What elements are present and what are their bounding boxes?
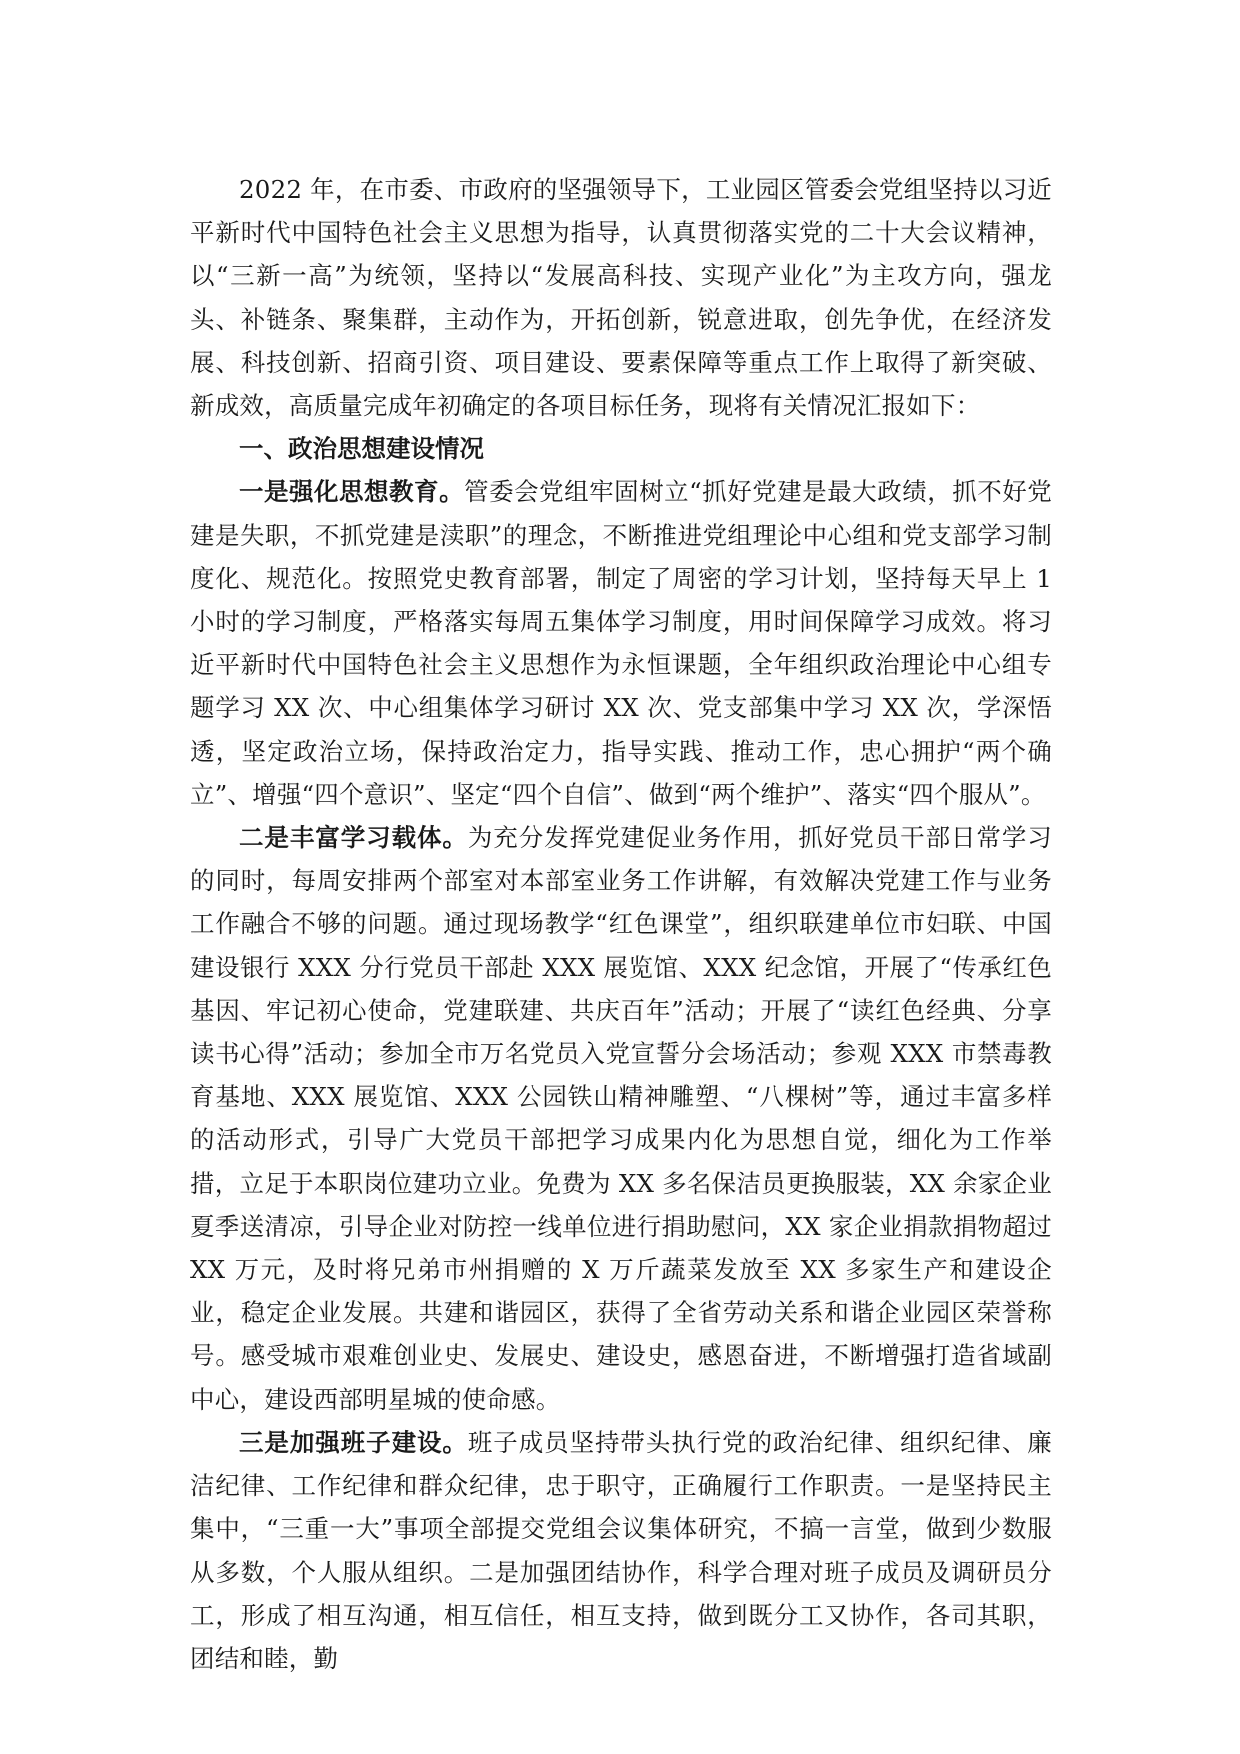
paragraph-team-building bbox=[190, 1421, 1052, 1680]
intro-paragraph: 2022 年，在市委、市政府的坚强领导下，工业园区管委会党组坚持以习近平新时代中国特色社会主义思想为指导，认真贯彻落实党的二十大会议精神，以“三新一高”为统领，坚持以“发展高科技、实现产业化”为主攻方向，强龙头、补链条、聚集群，主动作为，开拓创新，锐意进取，创先争优，在经济发展、科技创新、招商引资、项目建设、要素保障等重点工作上取得了新突破、新成效，高质量完成年初确定的各项目标任务，现将有关情况汇报如下： bbox=[190, 175, 1052, 421]
paragraph-lead-3: 三是加强班子建设。 bbox=[239, 1427, 468, 1457]
paragraph-learning-carriers bbox=[190, 816, 1052, 1421]
paragraph-body-1: 管委会党组牢固树立“抓好党建是最大政绩，抓不好党建是失职，不抓党建是渎职”的理念，不断推进党组理论中心组和党支部学习制度化、规范化。按照党史教育部署，制定了周密的学习计划，坚持每天早上 1 小时的学习制度，严格落实每周五集体学习制度，用时间保障学习成效。将习近平新时代中国特色社会主义思想作为永恒课题，全年组织政治理论中心组专题学习 XX 次、中心组集体学习研讨 XX 次、党支部集中学习 XX 次，学深悟透，坚定政治立场，保持政治定力，指导实践、推动工作，忠心拥护“两个确立”、增强“四个意识”、坚定“四个自信”、做到“两个维护”、落实“四个服从”。 bbox=[190, 477, 1052, 809]
paragraph-lead-2: 二是丰富学习载体。 bbox=[239, 823, 468, 853]
section-heading-political: 一、政治思想建设情况 bbox=[239, 434, 484, 464]
paragraph-body-2: 为充分发挥党建促业务作用，抓好党员干部日常学习的同时，每周安排两个部室对本部室业务工作讲解，有效解决党建工作与业务工作融合不够的问题。通过现场教学“红色课堂”，组织联建单位市妇联、中国建设银行 XXX 分行党员干部赴 XXX 展览馆、XXX 纪念馆，开展了“传承红色基因、牢记初心使命，党建联建、共庆百年”活动；开展了“读红色经典、分享读书心得”活动；参加全市万名党员入党宣誓分会场活动；参观 XXX 市禁毒教育基地、XXX 展览馆、XXX 公园铁山精神雕塑、“八棵树”等，通过丰富多样的活动形式，引导广大党员干部把学习成果内化为思想自觉，细化为工作举措，立足于本职岗位建功立业。免费为 XX 多名保洁员更换服装，XX 余家企业夏季送清凉，引导企业对防控一线单位进行捐助慰问，XX 家企业捐款捐物超过 XX 万元，及时将兄弟市州捐赠的 X 万斤蔬菜发放至 XX 多家生产和建设企业，稳定企业发展。共建和谐园区，获得了全省劳动关系和谐企业园区荣誉称号。感受城市艰难创业史、发展史、建设史，感恩奋进，不断增强打造省域副中心，建设西部明星城的使命感。 bbox=[190, 823, 1052, 1414]
paragraph-lead-1: 一是强化思想教育。 bbox=[239, 477, 465, 507]
paragraph-ideological-education bbox=[190, 470, 1052, 816]
paragraph-body-3: 班子成员坚持带头执行党的政治纪律、组织纪律、廉洁纪律、工作纪律和群众纪律，忠于职守，正确履行工作职责。一是坚持民主集中，“三重一大”事项全部提交党组会议集体研究，不搞一言堂，做到少数服从多数，个人服从组织。二是加强团结协作，科学合理对班子成员及调研员分工，形成了相互沟通，相互信任，相互支持，做到既分工又协作，各司其职，团结和睦，勤 bbox=[190, 1427, 1052, 1673]
document-page bbox=[190, 168, 1052, 1680]
